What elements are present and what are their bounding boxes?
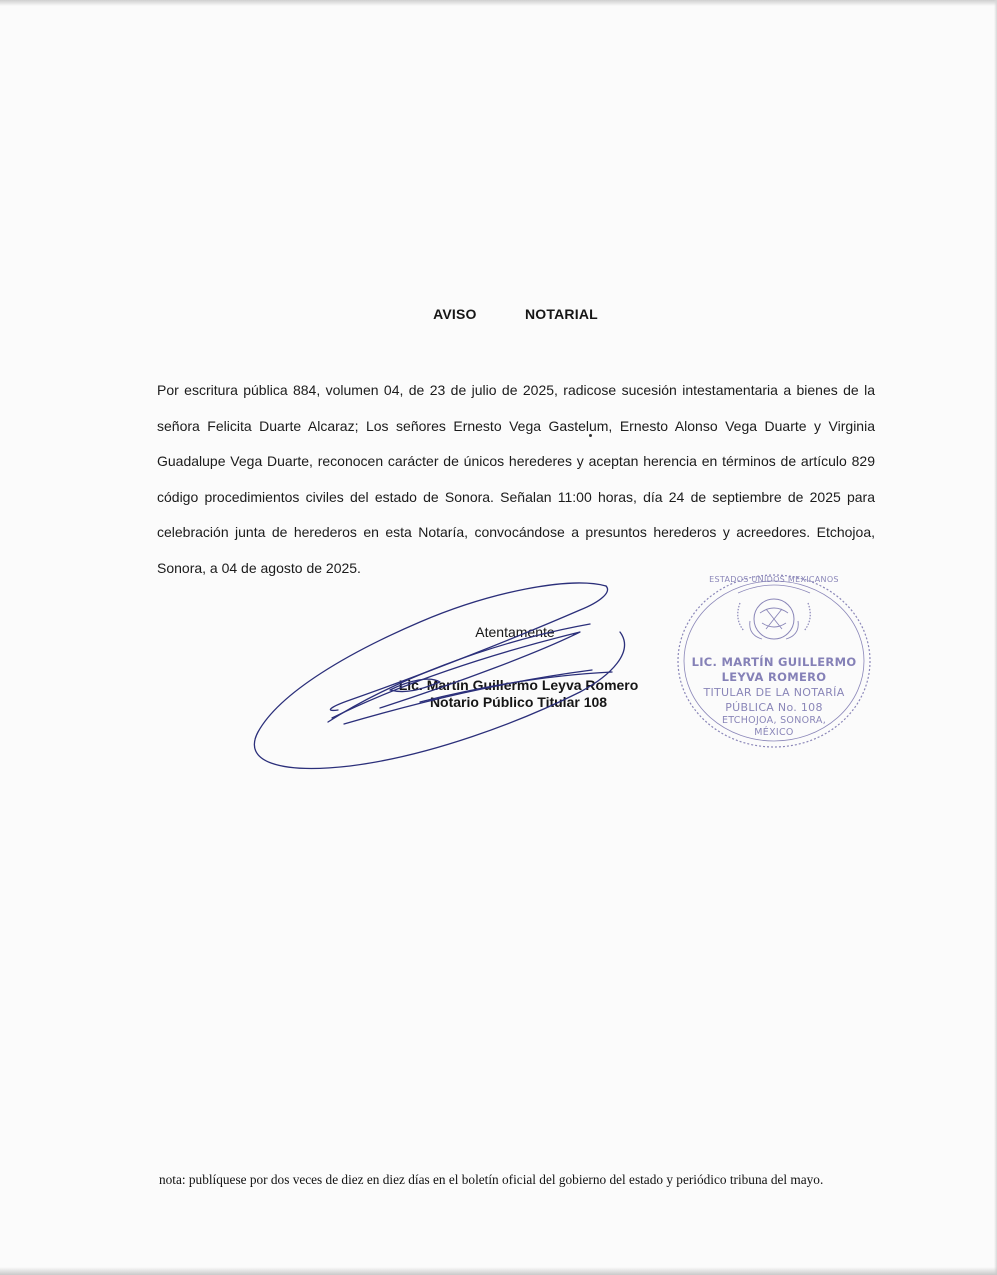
seal-arc-text: ESTADOS UNIDOS MEXICANOS (709, 575, 839, 584)
page-edge-bottom (0, 1267, 997, 1275)
signer-title: Notario Público Titular 108 (429, 694, 608, 710)
seal-line-5: ETCHOJOA, SONORA, (721, 715, 827, 726)
document-title: AVISO NOTARIAL (433, 306, 598, 322)
handwritten-signature (240, 572, 640, 782)
ink-dot (589, 434, 592, 437)
seal-line-3: TITULAR DE LA NOTARÍA (703, 686, 845, 699)
closing-salutation: Atentamente (475, 624, 555, 640)
publication-note: nota: publíquese por dos veces de diez en diez días en el boletín oficial del gobierno del estado y periódico tribuna del mayo. (159, 1172, 824, 1187)
seal-line-1: LIC. MARTÍN GUILLERMO (691, 655, 857, 669)
seal-line-6: MÉXICO (754, 727, 794, 738)
notice-body: Por escritura pública 884, volumen 04, de 23 de julio de 2025, radicose sucesión intestamentaria a bienes de la señora Felicita Duarte Alcaraz; Los señores Ernesto Vega Gastelum, Ernesto Alonso Vega Duarte y Virginia Guadalupe Vega Duarte, reconocen carácter de únicos herederes y aceptan herencia en términos de artículo 829 código procedimientos civiles del estado de Sonora. Señalan 11:00 horas, día 24 de septiembre de 2025 para celebración junta de herederos en esta Notaría, convocándose a presuntos herederos y acreedores. Etchojoa, Sonora, a 04 de agosto de 2025. (157, 382, 875, 576)
page-edge-top (0, 0, 997, 6)
seal-line-2: LEYVA ROMERO (721, 670, 827, 684)
seal-line-4: PÚBLICA No. 108 (725, 701, 823, 714)
signer-name: Lic. Martín Guillermo Leyva Romero (398, 677, 639, 693)
